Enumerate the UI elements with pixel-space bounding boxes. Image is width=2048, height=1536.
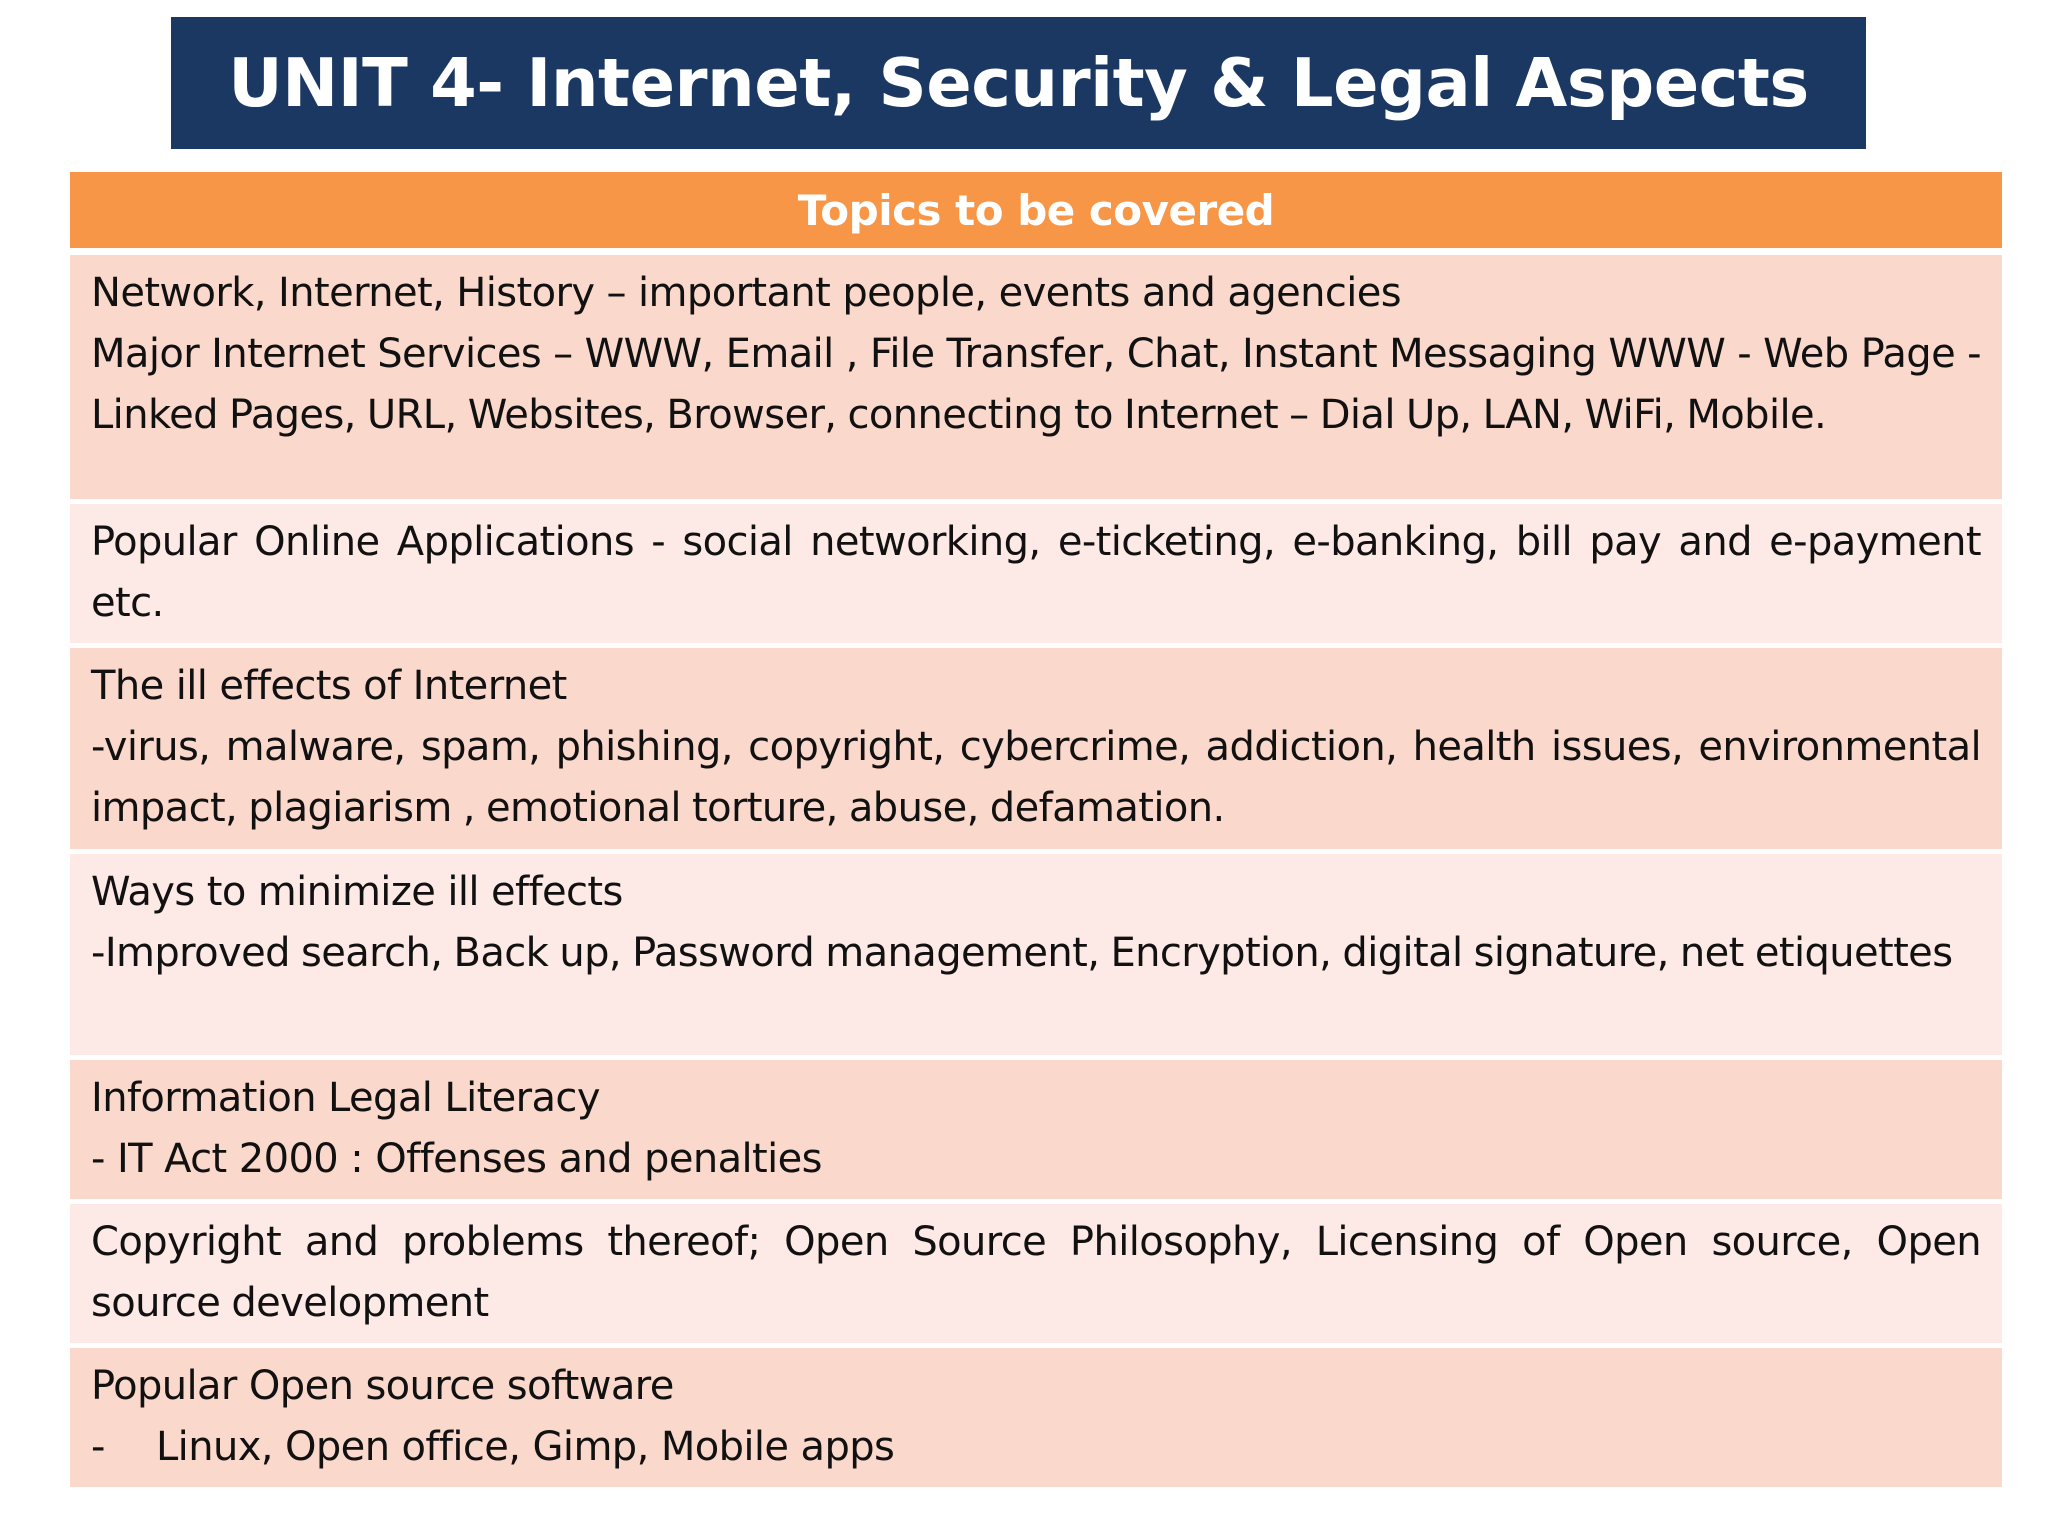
row-heading: Popular Open source software bbox=[91, 1363, 674, 1409]
row-heading: The ill effects of Internet bbox=[91, 663, 567, 709]
row-text: -Improved search, Back up, Password management, Encryption, digital signature, net etiquettes bbox=[91, 930, 1953, 976]
table-row bbox=[70, 504, 2002, 643]
table-row bbox=[70, 648, 2002, 849]
row-text: Major Internet Services – WWW, Email , File Transfer, Chat, Instant Messaging WWW - Web Page - Linked Pages, URL, Websites, Browser, connecting to Internet – Dial Up, LAN, WiFi, Mobile. bbox=[91, 331, 1981, 438]
table-header-label: Topics to be covered bbox=[797, 185, 1275, 235]
row-heading: Network, Internet, History – important people, events and agencies bbox=[91, 270, 1402, 316]
bullet-text: Linux, Open office, Gimp, Mobile apps bbox=[156, 1424, 895, 1470]
topics-table bbox=[70, 172, 2002, 1492]
row-text: Copyright and problems thereof; Open Source Philosophy, Licensing of Open source, Open source development bbox=[91, 1219, 1981, 1326]
bullet-item bbox=[91, 1417, 1981, 1478]
row-text: Popular Online Applications - social networking, e-ticketing, e-banking, bill pay and e-payment etc. bbox=[91, 519, 1981, 626]
row-text: -virus, malware, spam, phishing, copyright, cybercrime, addiction, health issues, environmental impact, plagiarism , emotional torture, abuse, defamation. bbox=[91, 724, 1981, 831]
table-row bbox=[70, 255, 2002, 499]
title-banner bbox=[171, 17, 1866, 149]
table-header bbox=[70, 172, 2002, 248]
slide-title: UNIT 4- Internet, Security & Legal Aspects bbox=[228, 44, 1809, 122]
table-row bbox=[70, 1204, 2002, 1343]
table-row bbox=[70, 854, 2002, 1055]
row-heading: Information Legal Literacy bbox=[91, 1075, 600, 1121]
table-row bbox=[70, 1348, 2002, 1487]
bullet-dash: - bbox=[91, 1424, 105, 1470]
table-row bbox=[70, 1060, 2002, 1199]
row-text: - IT Act 2000 : Offenses and penalties bbox=[91, 1136, 822, 1182]
row-heading: Ways to minimize ill effects bbox=[91, 869, 623, 915]
